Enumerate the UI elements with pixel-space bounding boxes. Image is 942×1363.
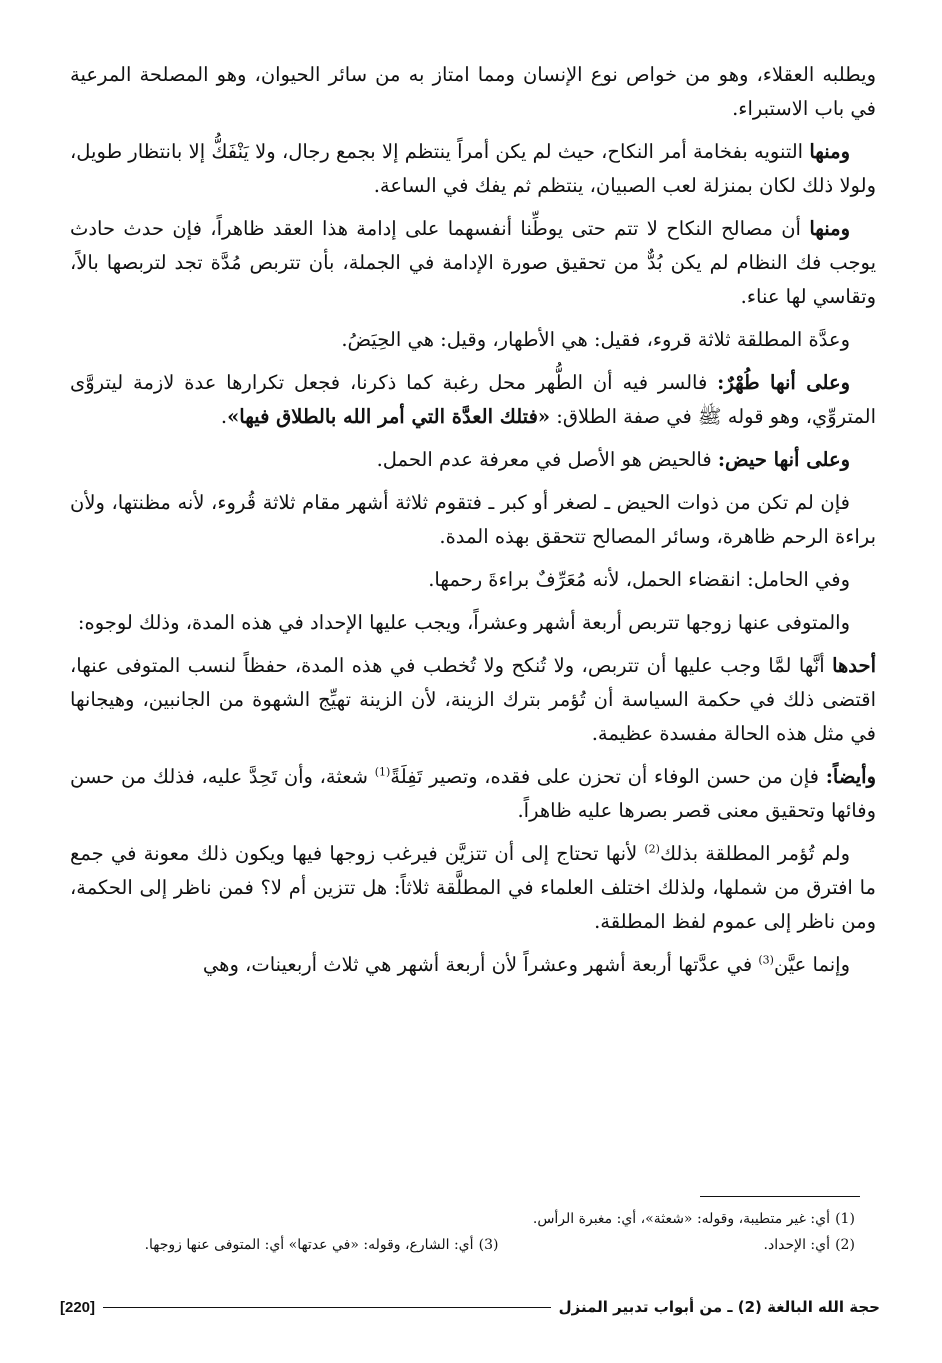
paragraph-lead: ومنها bbox=[809, 217, 850, 240]
paragraph-text: وعدَّة المطلقة ثلاثة قروء، فقيل: هي الأطهار، وقيل: هي الحِيَضُ. bbox=[341, 328, 850, 351]
footnote-text: أي: الإحداد. bbox=[763, 1237, 830, 1253]
paragraph-text-end: لأنها تحتاج إلى أن تتزيَّن فيرغب زوجها فيها ويكون ذلك معونة في جمع ما افترق من شملها، ولذلك اختلف العلماء في المطلَّقة ثلاثاً: هل تتزين أم لا؟ فمن ناظر إلى الحكمة، ومن ناظر إلى عموم لفظ المطلقة. bbox=[70, 842, 876, 933]
book-title: حجة الله البالغة (2) ـ من أبواب تدبير المنزل bbox=[558, 1298, 880, 1316]
paragraph-11 bbox=[70, 760, 876, 828]
paragraph-13 bbox=[70, 948, 876, 982]
page-footer bbox=[60, 1292, 880, 1322]
footnote-text: أي: الشارع، وقوله: «في عدتها» أي: المتوفى عنها زوجها. bbox=[144, 1237, 474, 1253]
paragraph-text: ويطلبه العقلاء، وهو من خواص نوع الإنسان ومما امتاز به من سائر الحيوان، وهو المصلحة المرعية في باب الاستبراء. bbox=[70, 63, 876, 120]
footnote-number: (1) bbox=[835, 1211, 855, 1227]
page-number: [220] bbox=[60, 1298, 96, 1316]
paragraph-text: فالسر فيه أن الطُّهر محل رغبة كما ذكرنا، فجعل تكرارها عدة لازمة ليتروَّى المتروِّي، وهو قوله ﷺ في صفة الطلاق: bbox=[70, 371, 876, 428]
paragraph-text: التنويه بفخامة أمر النكاح، حيث لم يكن أمراً ينتظم إلا بجمع رجال، ولا يَنْفَكُّ إلا بانتظار طويل، ولولا ذلك لكان بمنزلة لعب الصبيان، ينتظم ثم يفك في الساعة. bbox=[70, 140, 876, 197]
footnote-number: (2) bbox=[835, 1237, 855, 1253]
paragraph-6 bbox=[70, 443, 876, 477]
paragraph-9 bbox=[70, 606, 876, 640]
paragraph-text: فالحيض هو الأصل في معرفة عدم الحمل. bbox=[376, 448, 718, 471]
paragraph-text: والمتوفى عنها زوجها تتربص أربعة أشهر وعشراً، ويجب عليها الإحداد في هذه المدة، وذلك لوجوه: bbox=[77, 611, 850, 634]
paragraph-text-end: في عدَّتها أربعة أشهر وعشراً لأن أربعة أشهر هي ثلاث أربعينات، وهي bbox=[202, 953, 759, 976]
paragraph-3 bbox=[70, 212, 876, 314]
paragraph-text: فإن لم تكن من ذوات الحيض ـ لصغر أو كبر ـ فتقوم ثلاثة أشهر مقام ثلاثة قُروء، لأنه مظنتها، ولأن براءة الرحم ظاهرة، وسائر المصالح تتحقق بهذه المدة. bbox=[70, 491, 876, 548]
footnotes bbox=[70, 1206, 860, 1258]
footnote-row bbox=[70, 1232, 860, 1258]
paragraph-text-end: . bbox=[220, 405, 228, 428]
paragraph-4 bbox=[70, 323, 876, 357]
footnote-marker: (1) bbox=[374, 765, 391, 779]
hadith-quote: «فتلك العدَّة التي أمر الله بالطلاق فيها» bbox=[227, 405, 551, 428]
paragraph-text: وفي الحامل: انقضاء الحمل، لأنه مُعَرِّفٌ براءةَ رحمها. bbox=[428, 568, 850, 591]
footnote-marker: (2) bbox=[644, 842, 660, 856]
paragraph-2 bbox=[70, 135, 876, 203]
paragraph-lead: وعلى أنها حيض: bbox=[717, 448, 850, 471]
paragraph-lead: وعلى أنها طُهْرٌ: bbox=[717, 371, 850, 394]
paragraph-5 bbox=[70, 366, 876, 434]
paragraph-lead: ومنها bbox=[809, 140, 850, 163]
paragraph-1 bbox=[70, 58, 876, 126]
main-text bbox=[70, 58, 876, 991]
paragraph-lead: وأيضاً: bbox=[825, 765, 876, 788]
paragraph-text: أن مصالح النكاح لا تتم حتى يوطِّنا أنفسهما على إدامة هذا العقد ظاهراً، فإن حدث حادث يوجب فك النظام لم يكن بُدٌّ من تحقيق صورة الإدامة في الجملة، بأن تتربص مُدَّة تجد لتربصها بالاً، وتقاسي لها عناء. bbox=[70, 217, 876, 308]
paragraph-8 bbox=[70, 563, 876, 597]
paragraph-12 bbox=[70, 837, 876, 939]
footnote-text: أي: غير متطيبة، وقوله: «شعثة»، أي: مغبرة الرأس. bbox=[532, 1211, 830, 1227]
paragraph-7 bbox=[70, 486, 876, 554]
footnote-divider bbox=[700, 1196, 860, 1197]
footnote-row bbox=[70, 1206, 860, 1232]
paragraph-text: وإنما عيَّن bbox=[773, 953, 850, 976]
footnote-number: (3) bbox=[478, 1237, 499, 1253]
paragraph-text: فإن من حسن الوفاء أن تحزن على فقده، وتصير تَفِلَةً bbox=[390, 765, 826, 788]
footnote-marker: (3) bbox=[758, 953, 774, 967]
paragraph-lead: أحدها bbox=[832, 654, 876, 677]
paragraph-10 bbox=[70, 649, 876, 751]
paragraph-text: أنَّها لمَّا وجب عليها أن تتربص، ولا تُنكح ولا تُخطب في هذه المدة، حفظاً لنسب المتوفى عنها، اقتضى ذلك في حكمة السياسة أن تُؤمر بترك الزينة، لأن الزينة تهيِّج الشهوة من الجانبين، وهيجانها في مثل هذه الحالة مفسدة عظيمة. bbox=[70, 654, 876, 745]
paragraph-text: ولم تُؤمر المطلقة بذلك bbox=[659, 842, 850, 865]
footer-divider bbox=[103, 1307, 551, 1308]
paragraph-text-end: شعثة، وأن تَحِدَّ عليه، فذلك من حسن وفائها وتحقيق معنى قصر بصرها عليه ظاهراً. bbox=[70, 765, 876, 822]
